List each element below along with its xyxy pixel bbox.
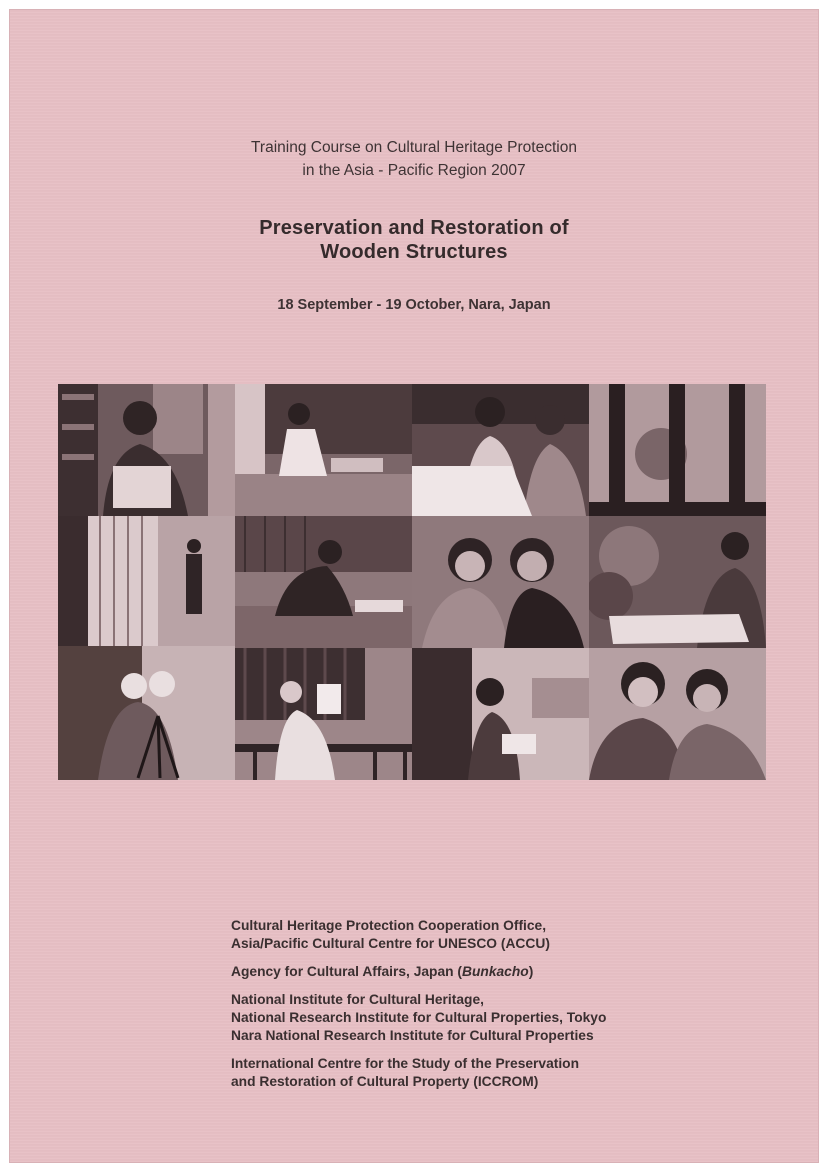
- photo-person-measuring-railing: [235, 648, 412, 780]
- org-bunkacho-italic: Bunkacho: [462, 964, 529, 979]
- course-title-line-2: in the Asia - Pacific Region 2007: [302, 162, 526, 179]
- cover-page: [10, 10, 818, 1162]
- org-accu-line-1: Cultural Heritage Protection Cooperation Office,: [231, 918, 547, 933]
- course-dates: 18 September - 19 October, Nara, Japan: [277, 297, 551, 313]
- photo-collage: [58, 384, 766, 780]
- main-title-line-1: Preservation and Restoration of: [259, 217, 569, 239]
- org-national-institutes-line-2: National Research Institute for Cultural Properties, Tokyo: [231, 1010, 607, 1025]
- photo-two-women-portrait: [412, 516, 589, 648]
- org-accu: [231, 917, 791, 953]
- org-bunkacho-line: [231, 963, 791, 981]
- photo-woman-drawing-outdoors: [589, 516, 766, 648]
- org-accu-line-2: Asia/Pacific Cultural Centre for UNESCO (ACCU): [231, 936, 550, 951]
- org-national-institutes-line-1: National Institute for Cultural Heritage,: [231, 992, 484, 1007]
- photo-two-men-portrait: [589, 648, 766, 780]
- org-iccrom-line-1: International Centre for the Study of the Preservation: [231, 1056, 580, 1071]
- photo-two-people-drawing-board: [412, 384, 589, 516]
- org-iccrom: [231, 1055, 791, 1091]
- main-title: [10, 216, 818, 264]
- course-title-line-1: Training Course on Cultural Heritage Protection: [251, 139, 577, 156]
- organizations-list: [231, 917, 791, 1101]
- org-iccrom-line-2: and Restoration of Cultural Property (ICCROM): [231, 1074, 539, 1089]
- org-bunkacho-suffix: ): [528, 964, 534, 979]
- photo-wooden-wall-person-standing: [58, 516, 235, 780]
- photo-person-with-clipboard: [412, 648, 589, 780]
- org-national-institutes-line-3: Nara National Research Institute for Cultural Properties: [231, 1028, 594, 1043]
- org-national-institutes: [231, 991, 791, 1045]
- course-title: [10, 136, 818, 182]
- org-bunkacho: [231, 963, 791, 981]
- org-bunkacho-prefix: Agency for Cultural Affairs, Japan (: [231, 964, 463, 979]
- photo-person-sketching-grass: [235, 516, 412, 648]
- photo-person-behind-lattice: [589, 384, 766, 516]
- main-title-line-2: Wooden Structures: [320, 241, 508, 263]
- photo-person-with-laptop: [58, 384, 235, 516]
- photo-person-sketching-tatami: [235, 384, 412, 516]
